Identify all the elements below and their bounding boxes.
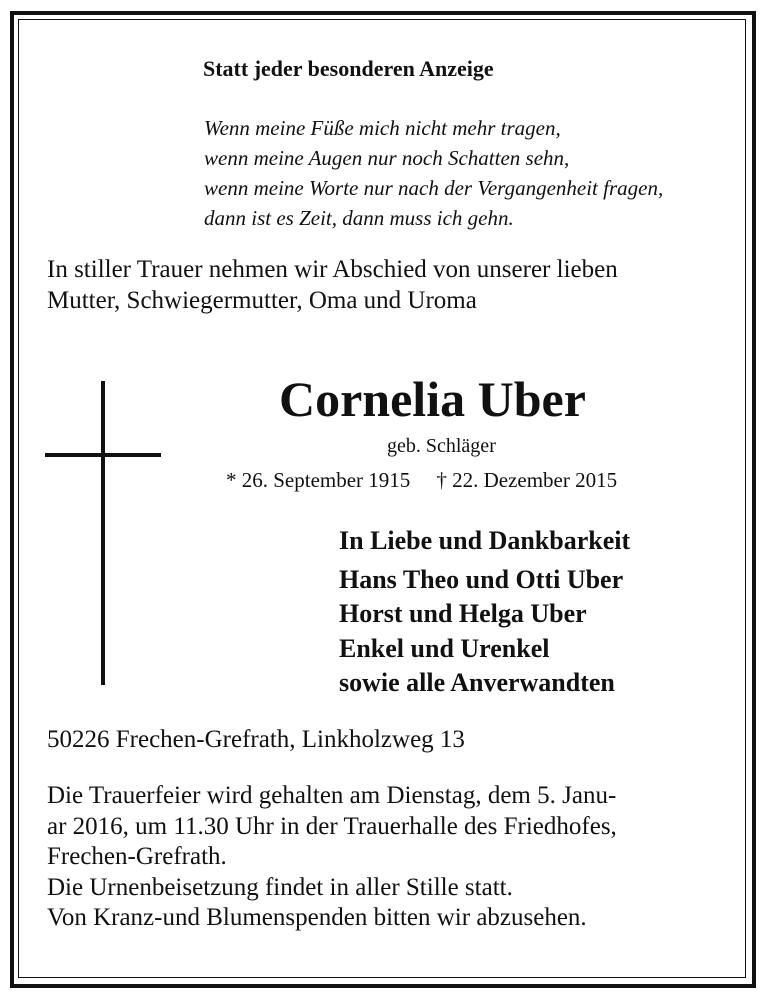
mourner-line: Horst und Helga Uber bbox=[339, 599, 587, 628]
notice-header: Statt jeder besonderen Anzeige bbox=[203, 56, 494, 81]
mourner-line: sowie alle Anverwandten bbox=[339, 668, 615, 697]
poem-line: wenn meine Augen nur noch Schatten sehn, bbox=[204, 146, 570, 170]
family-address: 50226 Frechen-Grefrath, Linkholzweg 13 bbox=[47, 726, 465, 753]
mourners-list bbox=[339, 524, 630, 701]
details-line: Von Kranz-und Blumenspenden bitten wir abzusehen. bbox=[47, 904, 587, 931]
poem bbox=[204, 113, 663, 233]
funeral-details bbox=[47, 781, 617, 934]
death-date: † 22. Dezember 2015 bbox=[436, 468, 618, 492]
life-dates bbox=[226, 468, 617, 493]
details-line: Die Urnenbeisetzung findet in aller Stille statt. bbox=[47, 873, 513, 901]
details-line: Frechen-Grefrath. bbox=[47, 843, 227, 870]
details-line: ar 2016, um 11.30 Uhr in der Trauerhalle des Friedhofes, bbox=[47, 812, 617, 840]
intro-line: Mutter, Schwiegermutter, Oma und Uroma bbox=[47, 287, 477, 314]
details-line: Die Trauerfeier wird gehalten am Dienstag, dem 5. Janu- bbox=[47, 782, 617, 809]
mourner-line: Enkel und Urenkel bbox=[339, 633, 550, 663]
cross-horizontal-bar bbox=[45, 453, 161, 457]
poem-line: wenn meine Worte nur nach der Vergangenheit fragen, bbox=[204, 176, 664, 200]
deceased-name: Cornelia Uber bbox=[279, 371, 586, 427]
intro-text bbox=[47, 254, 618, 316]
mourners-heading: In Liebe und Dankbarkeit bbox=[339, 526, 631, 555]
birth-date: * 26. September 1915 bbox=[226, 468, 411, 492]
birth-name: geb. Schläger bbox=[387, 435, 496, 457]
cross-vertical-bar bbox=[101, 381, 105, 685]
mourner-line: Hans Theo und Otti Uber bbox=[339, 564, 624, 594]
poem-line: Wenn meine Füße mich nicht mehr tragen, bbox=[204, 116, 561, 140]
poem-line: dann ist es Zeit, dann muss ich gehn. bbox=[204, 206, 514, 230]
intro-line: In stiller Trauer nehmen wir Abschied von unserer lieben bbox=[47, 256, 618, 283]
